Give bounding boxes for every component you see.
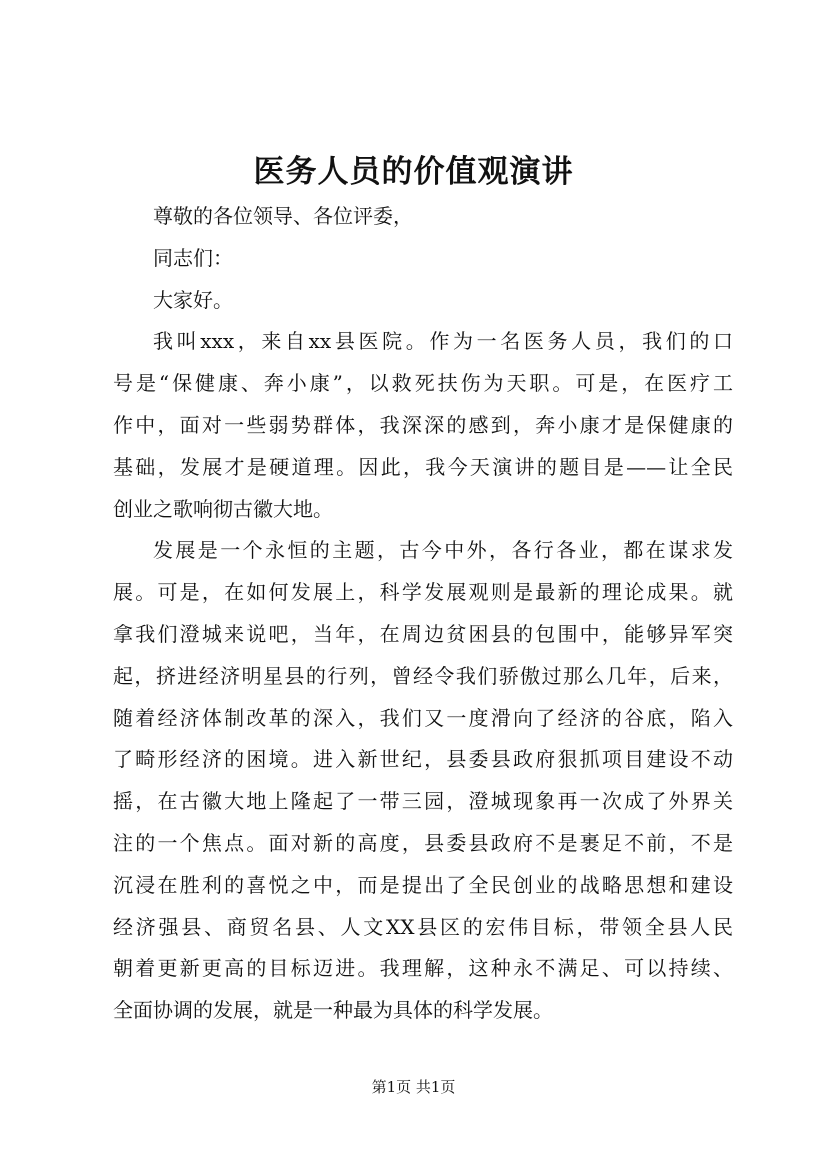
paragraph-line: 拿我们澄城来说吧，当年，在周边贫困县的包围中，能够异军突: [113, 621, 733, 646]
paragraph-line: 全面协调的发展，就是一种最为具体的科学发展。: [113, 998, 553, 1023]
paragraph-line: 基础，发展才是硬道理。因此，我今天演讲的题目是——让全民: [113, 454, 733, 479]
page-footer: 第1页 共1页: [371, 1078, 456, 1096]
paragraph-line: 经济强县、商贸名县、人文XX县区的宏伟目标，带领全县人民: [113, 914, 733, 939]
paragraph-line: 展。可是，在如何发展上，科学发展观则是最新的理论成果。就: [113, 580, 733, 605]
paragraph-line: 创业之歌响彻古徽大地。: [113, 496, 333, 521]
document-body: [113, 196, 733, 1032]
salutation-line: 同志们：: [153, 245, 233, 270]
paragraph-line: 起，挤进经济明星县的行列，曾经令我们骄傲过那么几年，后来，: [113, 663, 733, 688]
paragraph-line: 随着经济体制改革的深入，我们又一度滑向了经济的谷底，陷入: [113, 705, 733, 730]
salutation-line: 尊敬的各位领导、各位评委，: [153, 204, 413, 228]
paragraph-line: 我叫xxx，来自xx县医院。作为一名医务人员，我们的口: [153, 329, 733, 354]
paragraph-line: 摇，在古徽大地上隆起了一带三园，澄城现象再一次成了外界关: [113, 789, 733, 814]
paragraph-line: 注的一个焦点。面对新的高度，县委县政府不是裹足不前，不是: [113, 830, 733, 855]
document-title: 医务人员的价值观演讲: [253, 154, 574, 190]
paragraph-line: 作中，面对一些弱势群体，我深深的感到，奔小康才是保健康的: [113, 412, 733, 437]
greeting-line: 大家好。: [153, 287, 233, 312]
paragraph-line: 发展是一个永恒的主题，古今中外，各行各业，都在谋求发: [153, 538, 733, 563]
paragraph-line: 了畸形经济的困境。进入新世纪，县委县政府狠抓项目建设不动: [113, 747, 733, 772]
paragraph-line: 号是“保健康、奔小康”，以救死扶伤为天职。可是，在医疗工: [113, 371, 733, 396]
paragraph-line: 沉浸在胜利的喜悦之中，而是提出了全民创业的战略思想和建设: [113, 872, 733, 897]
paragraph-line: 朝着更新更高的目标迈进。我理解，这种永不满足、可以持续、: [113, 956, 733, 981]
